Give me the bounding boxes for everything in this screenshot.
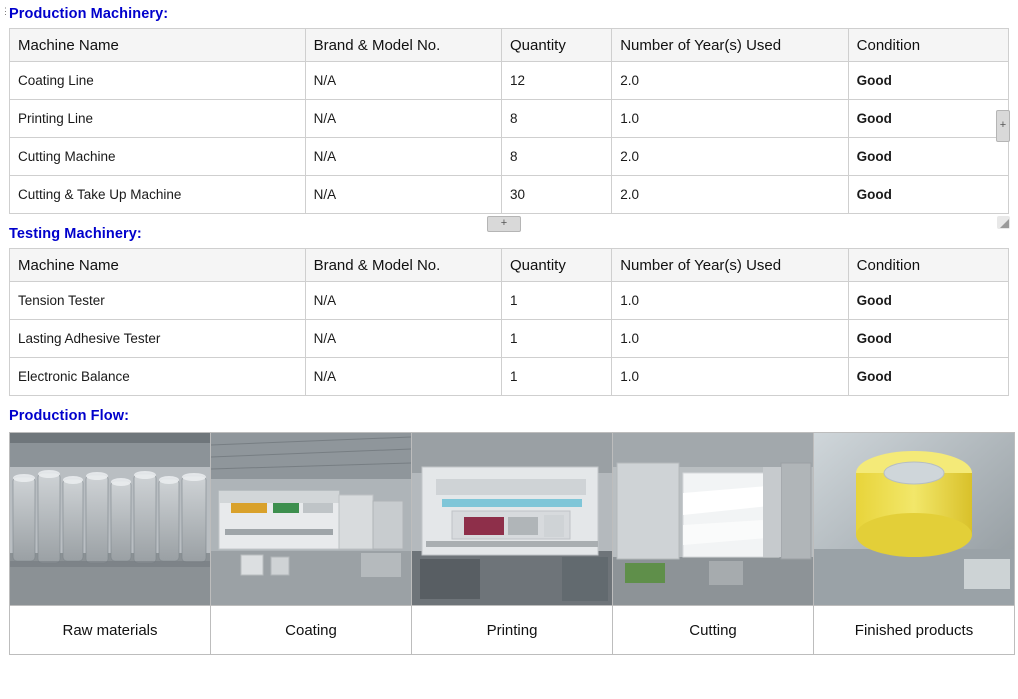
flow-label-raw-materials: Raw materials	[10, 606, 211, 655]
cell-machine-name: Electronic Balance	[10, 358, 306, 396]
column-header-machine-name: Machine Name	[10, 29, 306, 62]
flow-cell-image-cutting	[613, 433, 814, 606]
table-row	[10, 176, 1009, 214]
add-row-button[interactable]: +	[487, 216, 521, 232]
cell-years-used: 1.0	[612, 282, 848, 320]
cell-condition: Good	[848, 176, 1008, 214]
column-header-years-used: Number of Year(s) Used	[612, 29, 848, 62]
flow-cell-image-coating	[211, 433, 412, 606]
column-header-brand-model: Brand & Model No.	[305, 249, 501, 282]
cell-brand-model: N/A	[305, 62, 501, 100]
column-header-brand-model: Brand & Model No.	[305, 29, 501, 62]
cell-quantity: 1	[501, 320, 611, 358]
printing-photo	[412, 433, 612, 605]
coating-photo	[211, 433, 411, 605]
cell-condition: Good	[848, 100, 1008, 138]
cell-quantity: 8	[501, 138, 611, 176]
flow-label-cutting: Cutting	[613, 606, 814, 655]
cell-machine-name: Coating Line	[10, 62, 306, 100]
raw-materials-photo	[10, 433, 210, 605]
cell-quantity: 1	[501, 358, 611, 396]
column-header-quantity: Quantity	[501, 29, 611, 62]
flow-label-finished-products: Finished products	[814, 606, 1015, 655]
cell-condition: Good	[848, 138, 1008, 176]
column-header-condition: Condition	[848, 29, 1008, 62]
column-header-machine-name: Machine Name	[10, 249, 306, 282]
table-row	[10, 138, 1009, 176]
flow-cell-image-raw-materials	[10, 433, 211, 606]
flow-labels-row	[10, 606, 1015, 655]
testing-machinery-title: Testing Machinery:	[9, 226, 142, 242]
testing-machinery-table	[9, 248, 1009, 396]
finished-products-photo	[814, 433, 1014, 605]
cell-brand-model: N/A	[305, 100, 501, 138]
table-row	[10, 282, 1009, 320]
cell-years-used: 1.0	[612, 358, 848, 396]
cell-brand-model: N/A	[305, 320, 501, 358]
flow-label-coating: Coating	[211, 606, 412, 655]
cell-quantity: 30	[501, 176, 611, 214]
table-row	[10, 62, 1009, 100]
flow-label-printing: Printing	[412, 606, 613, 655]
drag-handle-left[interactable]: ⋮	[1, 6, 10, 16]
resize-handle[interactable]	[997, 216, 1010, 229]
cell-quantity: 12	[501, 62, 611, 100]
production-machinery-table	[9, 28, 1009, 214]
cell-quantity: 8	[501, 100, 611, 138]
production-flow-table	[9, 432, 1015, 655]
table-header-row	[10, 29, 1009, 62]
flow-images-row	[10, 433, 1015, 606]
column-header-years-used: Number of Year(s) Used	[612, 249, 848, 282]
column-header-quantity: Quantity	[501, 249, 611, 282]
cell-quantity: 1	[501, 282, 611, 320]
cell-years-used: 2.0	[612, 138, 848, 176]
cell-condition: Good	[848, 62, 1008, 100]
cutting-photo	[613, 433, 813, 605]
cell-years-used: 1.0	[612, 320, 848, 358]
table-row	[10, 358, 1009, 396]
table-row	[10, 320, 1009, 358]
add-column-button[interactable]: +	[996, 110, 1010, 142]
flow-cell-image-printing	[412, 433, 613, 606]
cell-years-used: 2.0	[612, 176, 848, 214]
cell-machine-name: Cutting Machine	[10, 138, 306, 176]
cell-condition: Good	[848, 282, 1008, 320]
cell-machine-name: Lasting Adhesive Tester	[10, 320, 306, 358]
cell-brand-model: N/A	[305, 358, 501, 396]
cell-condition: Good	[848, 358, 1008, 396]
cell-condition: Good	[848, 320, 1008, 358]
cell-years-used: 2.0	[612, 62, 848, 100]
table-row	[10, 100, 1009, 138]
cell-machine-name: Printing Line	[10, 100, 306, 138]
flow-cell-image-finished-products	[814, 433, 1015, 606]
cell-brand-model: N/A	[305, 138, 501, 176]
cell-machine-name: Tension Tester	[10, 282, 306, 320]
production-machinery-title: Production Machinery:	[9, 6, 169, 22]
cell-brand-model: N/A	[305, 176, 501, 214]
column-header-condition: Condition	[848, 249, 1008, 282]
cell-machine-name: Cutting & Take Up Machine	[10, 176, 306, 214]
cell-years-used: 1.0	[612, 100, 848, 138]
production-flow-title: Production Flow:	[9, 408, 129, 424]
cell-brand-model: N/A	[305, 282, 501, 320]
table-header-row	[10, 249, 1009, 282]
